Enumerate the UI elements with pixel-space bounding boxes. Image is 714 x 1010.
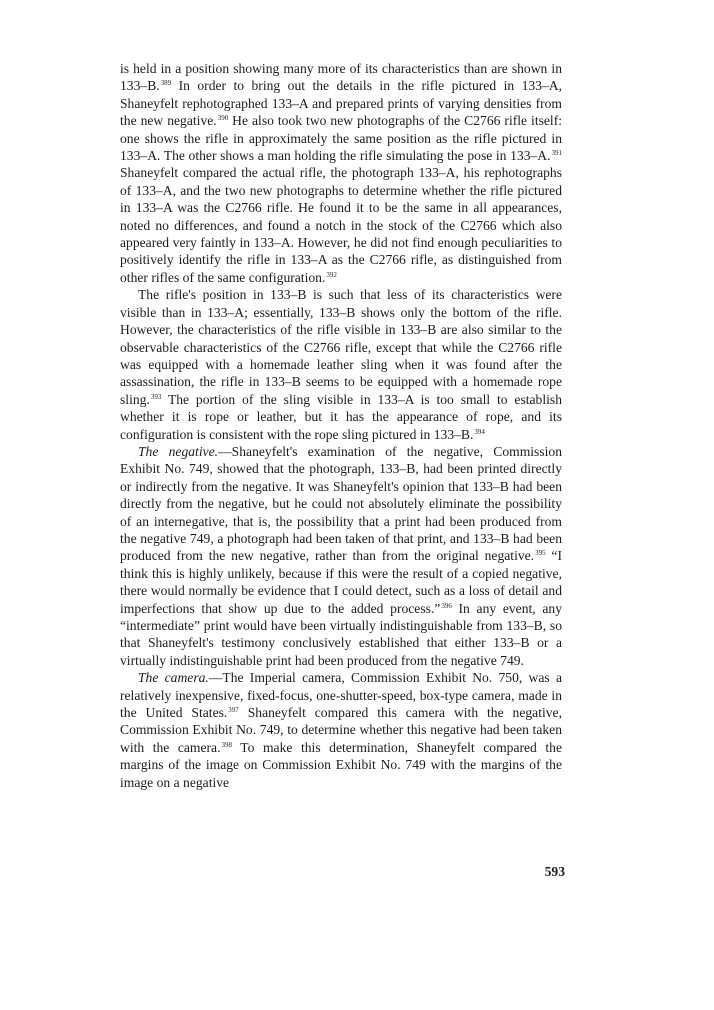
paragraph-text: is held in a position showing many more of its characteristics than are shown in 133–B. xyxy=(120,61,562,94)
footnote-ref: 398 xyxy=(221,740,232,749)
footnote-ref: 391 xyxy=(551,149,562,158)
footnote-ref: 390 xyxy=(217,114,229,123)
paragraph-text: “I think this is highly unlikely, because if this were the result of a copied negative, there would normally be evidence that I could detect, such as a loss of detail and imperfections that show up due to the added process.” xyxy=(120,548,562,616)
paragraph-text: To make this determination, Shaneyfelt compared the margins of the image on Commission Exhibit No. 749 with the margins of the image on a negative xyxy=(120,739,562,790)
footnote-ref: 397 xyxy=(228,706,239,715)
paragraph-text: He also took two new photographs of the C2766 rifle itself: one shows the rifle in approximately the same position as the rifle pictured in 133–A. The other shows a man holding the rifle simulating the pose in 133–A. xyxy=(120,113,563,164)
page-number: 593 xyxy=(544,864,565,879)
footnote-ref: 393 xyxy=(150,392,162,401)
paragraph xyxy=(120,286,562,443)
footnote-ref: 389 xyxy=(160,79,172,88)
footnote-ref: 394 xyxy=(474,427,485,436)
paragraph-text: —The Imperial camera, Commission Exhibit No. 750, was a relatively inexpensive, fixed-focus, one-shutter-speed, box-type camera, made in the United States. xyxy=(120,670,562,721)
run-in-heading: The negative. xyxy=(138,443,219,459)
paragraph xyxy=(120,669,562,791)
paragraph xyxy=(120,60,562,286)
footnote-ref: 396 xyxy=(441,601,452,610)
paragraph-text: The portion of the sling visible in 133–A is too small to establish whether it is rope or leather, but it has the appearance of rope, and its configuration is consistent with the rope sling pictured in 133–B. xyxy=(120,391,562,442)
paragraph-text: The rifle's position in 133–B is such that less of its characteristics were visible than in 133–A; essentially, 133–B shows only the bottom of the rifle. However, the characteristics of the rifle visible in 133–B are also similar to the observable characteristics of the C2766 rifle, except that while the C2766 rifle was equipped with a homemade leather sling when it was found after the assassination, the rifle in 133–B seems to be equipped with a homemade rope sling. xyxy=(120,287,562,407)
paragraph-text: In order to bring out the details in the rifle pictured in 133–A, Shaneyfelt rephotographed 133–A and prepared prints of varying densities from the new negative. xyxy=(120,78,562,129)
body-text xyxy=(120,60,562,791)
paragraph xyxy=(120,443,562,669)
paragraph-text: Shaneyfelt compared the actual rifle, the photograph 133–A, his rephotographs of 133–A, and the two new photographs to determine whether the rifle pictured in 133–A was the C2766 rifle. He found it to be the same in all appearances, noted no differences, and found a notch in the stock of the C2766 which also appeared very faintly in 133–A. However, he did not find enough peculiarities to positively identify the rifle in 133–A as the C2766 rifle, as distinguished from other rifles of the same configuration. xyxy=(120,165,562,285)
paragraph-text: —Shaneyfelt's examination of the negative, Commission Exhibit No. 749, showed that the photograph, 133–B, had been printed directly or indirectly from the negative. It was Shaneyfelt's opinion that 133–B had been directly from the negative, but he could not absolutely eliminate the possibility of an internegative, that is, the possibility that a print had been produced from the negative 749, a photograph had been taken of that print, and 133–B had been produced from the new negative, rather than from the original negative. xyxy=(120,443,563,564)
run-in-heading: The camera. xyxy=(138,670,209,686)
paragraph-text: In any event, any “intermediate” print would have been virtually indistinguishable from 133–B, so that Shaneyfelt's testimony conclusively established that either 133–B or a virtually indistinguishable print had been produced from the negative 749. xyxy=(120,600,562,668)
paragraph-text: Shaneyfelt compared this camera with the negative, Commission Exhibit No. 749, to determine whether this negative had been taken with the camera. xyxy=(120,705,562,755)
footnote-ref: 392 xyxy=(326,270,337,279)
footnote-ref: 395 xyxy=(535,549,546,558)
